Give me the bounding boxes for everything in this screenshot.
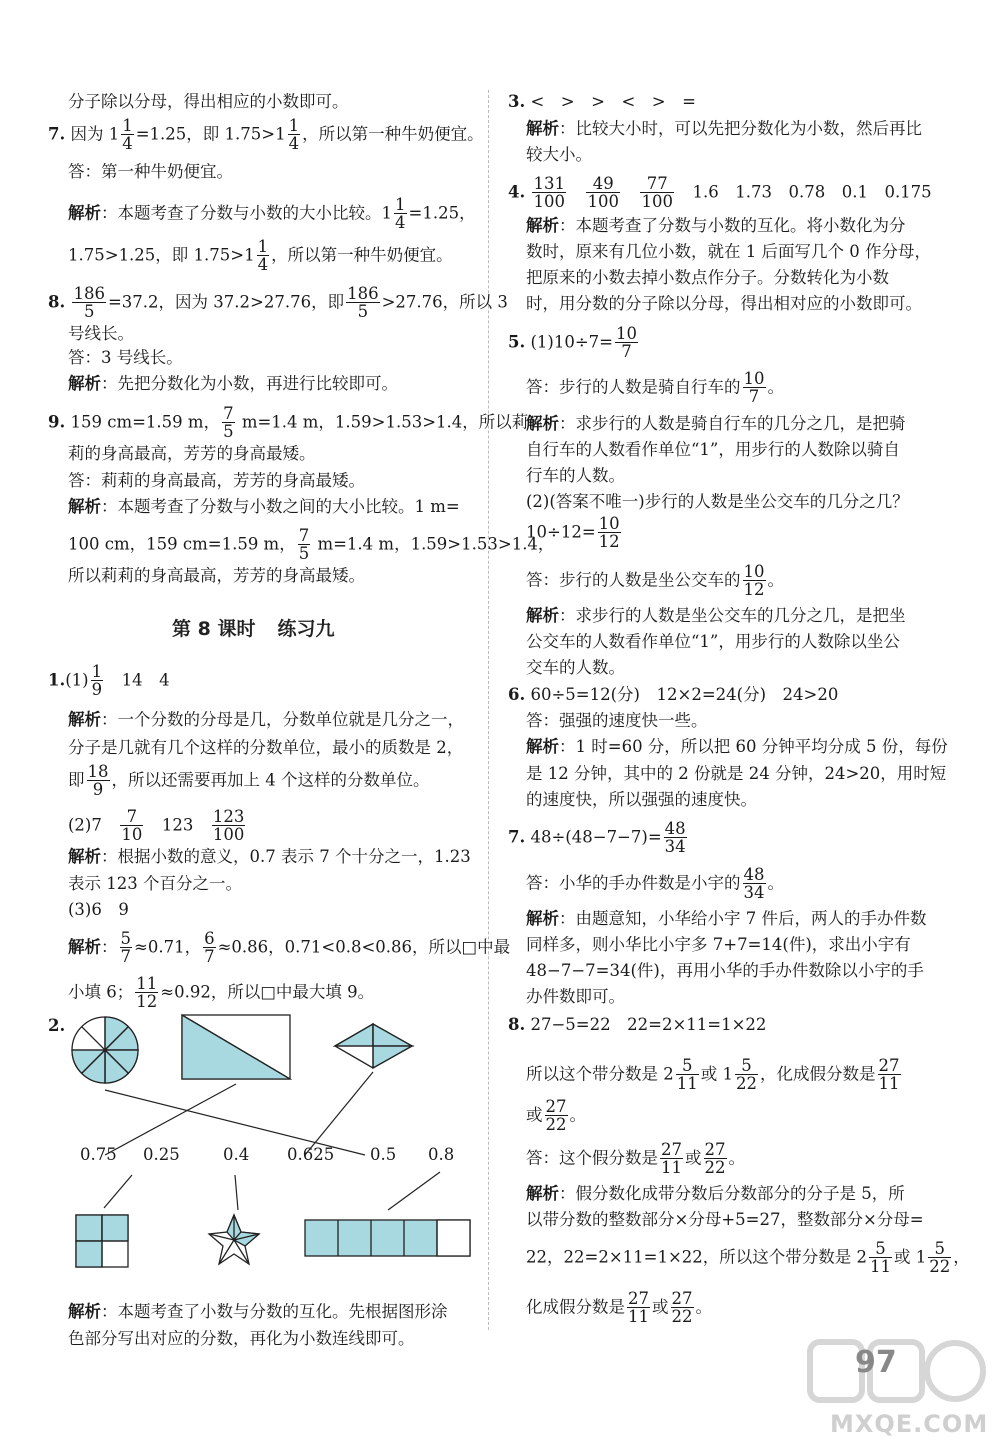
circle-shape xyxy=(72,1017,138,1083)
label-0-8: 0.8 xyxy=(428,1145,455,1164)
fraction: $\frac{27}{11}$ xyxy=(661,1140,682,1178)
q8-answer: 答：3 号线长。 xyxy=(68,348,183,367)
r8-answer: 答：这个假分数是 $\frac{27}{11}$ 或 $\frac{27}{22}$ 。 xyxy=(526,1140,745,1178)
r3-line-1: 3. < > > < > = xyxy=(508,92,696,111)
left-line-1: 分子除以分母，得出相应的小数即可。 xyxy=(68,92,349,111)
fraction: $\frac{27}{22}$ xyxy=(545,1097,567,1135)
r7-analysis-1: 解析：由题意知，小华给小宇 7 件后，两人的手办件数 xyxy=(526,909,927,928)
rectangle-shape xyxy=(182,1015,290,1079)
r7-answer: 答：小华的手办件数是小宇的 $\frac{48}{34}$ 。 xyxy=(526,865,784,903)
fraction: $\frac{5}{11}$ xyxy=(676,1056,698,1094)
r5-answer-1: 答：步行的人数是骑自行车的 $\frac{10}{7}$ 。 xyxy=(526,369,784,407)
r4-analysis-1: 解析：本题考查了分数与小数的互化。将小数化为分 xyxy=(526,216,906,235)
label-0-5: 0.5 xyxy=(370,1145,397,1164)
r7-analysis-2: 同样多，则小华比小宇多 7+7=14(件)，求出小宇有 xyxy=(526,935,911,954)
label-0-625: 0.625 xyxy=(287,1145,335,1164)
r4-analysis-3: 把原来的小数去掉小数点作分子。分数转化为小数 xyxy=(526,268,889,287)
r5-analysis-2: 自行车的人数看作单位“1”，用步行的人数除以骑自 xyxy=(526,440,900,459)
r5-part-2: (2)(答案不唯一)步行的人数是坐公交车的几分之几？ xyxy=(526,492,909,511)
matching-lines xyxy=(104,1072,440,1210)
r5-analysis-6: 交车的人数。 xyxy=(526,658,625,677)
fraction: $\frac{27}{22}$ xyxy=(704,1140,726,1178)
r8-analysis-4: 化成假分数是 $\frac{27}{11}$ 或 $\frac{27}{22}$ 。 xyxy=(526,1289,712,1327)
r7-line-1: 7. 48÷(48−7−7)= $\frac{48}{34}$ xyxy=(508,819,686,857)
q7-answer: 答：第一种牛奶便宜。 xyxy=(68,162,233,181)
q9-analysis-3: 所以莉莉的身高最高，芳芳的身高最矮。 xyxy=(68,566,365,585)
r5-analysis-5: 公交车的人数看作单位“1”，用步行的人数除以坐公 xyxy=(526,632,900,651)
fraction: $\frac{123}{100}$ xyxy=(212,807,245,845)
fraction: $\frac{1}{9}$ xyxy=(91,662,103,700)
fraction: $\frac{10}{12}$ xyxy=(598,514,620,552)
s2-analysis-1: 解析：本题考查了小数与分数的互化。先根据图形涂 xyxy=(68,1302,448,1321)
r5-analysis-3: 行车的人数。 xyxy=(526,466,625,485)
s1-p1: 1.(1) $\frac{1}{9}$ 14 4 xyxy=(48,662,170,700)
r6-analysis-3: 的速度快，所以强强的速度快。 xyxy=(526,790,757,809)
fraction: $\frac{1}{4}$ xyxy=(288,116,300,154)
label-0-75: 0.75 xyxy=(80,1145,117,1164)
s1-analysis-6: 解析： $\frac{5}{7}$ ≈0.71， $\frac{6}{7}$ ≈0.86，0.71<0.8<0.86，所以□中最 xyxy=(68,929,511,967)
r6-answer: 答：强强的速度快一些。 xyxy=(526,711,708,730)
fraction: $\frac{7}{10}$ xyxy=(121,807,143,845)
fraction: $\frac{27}{22}$ xyxy=(671,1289,693,1327)
r8-analysis-1: 解析：假分数化成带分数后分数部分的分子是 5，所 xyxy=(526,1184,905,1203)
q8-analysis: 解析：先把分数化为小数，再进行比较即可。 xyxy=(68,374,398,393)
r5-part-2-calc: 10÷12= $\frac{10}{12}$ xyxy=(526,514,620,552)
strip-shape xyxy=(305,1220,470,1256)
fraction: $\frac{6}{7}$ xyxy=(204,929,215,967)
s1-analysis-1: 解析：一个分数的分母是几，分数单位就是几分之一， xyxy=(68,710,464,729)
fraction: $\frac{186}{5}$ xyxy=(73,284,105,322)
star-shape xyxy=(209,1215,259,1264)
fraction: $\frac{49}{100}$ xyxy=(587,174,619,212)
r3-analysis-1: 解析：比较大小时，可以先把分数化为小数，然后再比 xyxy=(526,119,922,138)
r5-analysis-4: 解析：求步行的人数是坐公交车的几分之几，是把坐 xyxy=(526,606,906,625)
q9-answer: 答：莉莉的身高最高，芳芳的身高最矮。 xyxy=(68,471,365,490)
fraction: $\frac{27}{11}$ xyxy=(628,1289,649,1327)
fraction: $\frac{186}{5}$ xyxy=(347,284,379,322)
r8-line-3: 或 $\frac{27}{22}$ 。 xyxy=(526,1097,586,1135)
r4-line-1: 4. $\frac{131}{100}$ $\frac{49}{100}$ $\frac{77}{100}$ 1.6 1.73 0.78 0.1 0.175 xyxy=(508,174,932,212)
s1-analysis-5: 表示 123 个百分之一。 xyxy=(68,874,242,893)
r8-line-1: 8. 27−5=22 22=2×11=1×22 xyxy=(508,1015,767,1034)
matching-figure xyxy=(60,1010,480,1280)
fraction: $\frac{7}{5}$ xyxy=(223,404,234,442)
column-divider xyxy=(488,90,489,1330)
fraction: $\frac{48}{34}$ xyxy=(664,819,686,857)
r7-analysis-4: 办件数即可。 xyxy=(526,987,625,1006)
r3-analysis-2: 较大小。 xyxy=(526,145,592,164)
fraction: $\frac{131}{100}$ xyxy=(533,174,565,212)
fraction: $\frac{7}{5}$ xyxy=(298,526,310,564)
r4-analysis-4: 时，用分数的分子除以分母，得出相对应的小数即可。 xyxy=(526,294,922,313)
fraction: $\frac{10}{7}$ xyxy=(616,324,638,362)
fraction: $\frac{10}{12}$ xyxy=(743,562,765,600)
q8-line-2: 号线长。 xyxy=(68,324,134,343)
s2-num: 2. xyxy=(48,1016,66,1035)
r8-analysis-3: 22，22=2×11=1×22，所以这个带分数是 2 $\frac{5}{11}$ 或 1 $\frac{5}{22}$ ， xyxy=(526,1239,970,1277)
r5-line-1: 5. (1)10÷7= $\frac{10}{7}$ xyxy=(508,324,638,362)
watermark-text: MXQE.COM xyxy=(830,1410,989,1438)
fraction: $\frac{1}{4}$ xyxy=(122,116,133,154)
s1-analysis-4: 解析：根据小数的意义，0.7 表示 7 个十分之一，1.23 xyxy=(68,847,471,866)
fraction: $\frac{1}{4}$ xyxy=(257,237,269,275)
fraction: $\frac{1}{4}$ xyxy=(395,195,406,233)
q9-analysis-1: 解析：本题考查了分数与小数之间的大小比较。1 m= xyxy=(68,497,460,516)
q9-analysis-2: 100 cm，159 cm=1.59 m， $\frac{7}{5}$ m=1.4 m，1.59>1.53>1.4， xyxy=(68,526,555,564)
page-number: 97 xyxy=(855,1345,897,1380)
r5-answer-2: 答：步行的人数是坐公交车的 $\frac{10}{12}$ 。 xyxy=(526,562,784,600)
section-heading: 第 8 课时 练习九 xyxy=(172,618,335,640)
s1-p3: (3)6 9 xyxy=(68,900,129,919)
fraction: $\frac{27}{11}$ xyxy=(878,1056,900,1094)
r7-analysis-3: 48−7−7=34(件)，再用小华的手办件数除以小宇的手 xyxy=(526,961,924,980)
s1-analysis-3: 即 $\frac{18}{9}$ ，所以还需要再加上 4 个这样的分数单位。 xyxy=(68,762,430,800)
fraction: $\frac{48}{34}$ xyxy=(743,865,765,903)
q9-line-1: 9. 159 cm=1.59 m， $\frac{7}{5}$ m=1.4 m，1.59>1.53>1.4，所以莉 xyxy=(48,404,529,442)
fraction: $\frac{18}{9}$ xyxy=(87,762,109,800)
fraction: $\frac{77}{100}$ xyxy=(641,174,673,212)
fraction: $\frac{5}{11}$ xyxy=(870,1239,892,1277)
q9-line-2: 莉的身高最高，芳芳的身高最矮。 xyxy=(68,444,316,463)
fraction: $\frac{11}{12}$ xyxy=(136,974,158,1012)
q7-analysis-2: 1.75>1.25，即 1.75>1 $\frac{1}{4}$ ，所以第一种牛奶便宜。 xyxy=(68,237,453,275)
r5-analysis-1: 解析：求步行的人数是骑自行车的几分之几，是把骑 xyxy=(526,414,906,433)
fraction: $\frac{5}{22}$ xyxy=(929,1239,951,1277)
s1-analysis-2: 分子是几就有几个这样的分数单位，最小的质数是 2， xyxy=(68,738,464,757)
s1-p2: (2)7 $\frac{7}{10}$ 123 $\frac{123}{100}$ xyxy=(68,807,245,845)
q8-line-1: 8. $\frac{186}{5}$ =37.2，因为 37.2>27.76，即 $\frac{186}{5}$ >27.76，所以 3 xyxy=(48,284,508,322)
r6-analysis-1: 解析：1 时=60 分，所以把 60 分钟平均分成 5 份，每份 xyxy=(526,737,948,756)
s2-analysis-2: 色部分写出对应的分数，再化为小数连线即可。 xyxy=(68,1329,415,1348)
label-0-25: 0.25 xyxy=(143,1145,180,1164)
fraction: $\frac{5}{7}$ xyxy=(120,929,131,967)
fraction: $\frac{5}{22}$ xyxy=(736,1056,757,1094)
r6-line-1: 6. 60÷5=12(分) 12×2=24(分) 24>20 xyxy=(508,685,839,704)
fraction: $\frac{10}{7}$ xyxy=(743,369,765,407)
r4-analysis-2: 数时，原来有几位小数，就在 1 后面写几个 0 作分母， xyxy=(526,242,931,261)
s1-analysis-7: 小填 6； $\frac{11}{12}$ ≈0.92，所以□中最大填 9。 xyxy=(68,974,375,1012)
r6-analysis-2: 是 12 分钟，其中的 2 份就是 24 分钟，24>20，用时短 xyxy=(526,764,947,783)
r8-line-2: 所以这个带分数是 2 $\frac{5}{11}$ 或 1 $\frac{5}{22}$ ，化成假分数是 $\frac{27}{11}$ xyxy=(526,1056,900,1094)
grid-shape xyxy=(76,1215,128,1267)
q7-analysis-1: 解析：本题考查了分数与小数的大小比较。1 $\frac{1}{4}$ =1.25， xyxy=(68,195,476,233)
kite-shape xyxy=(335,1024,412,1068)
q7-line-1: 7. 因为 1 $\frac{1}{4}$ =1.25，即 1.75>1 $\frac{1}{4}$ ，所以第一种牛奶便宜。 xyxy=(48,116,484,154)
r8-analysis-2: 以带分数的整数部分×分母+5=27，整数部分×分母= xyxy=(526,1210,924,1229)
label-0-4: 0.4 xyxy=(223,1145,250,1164)
